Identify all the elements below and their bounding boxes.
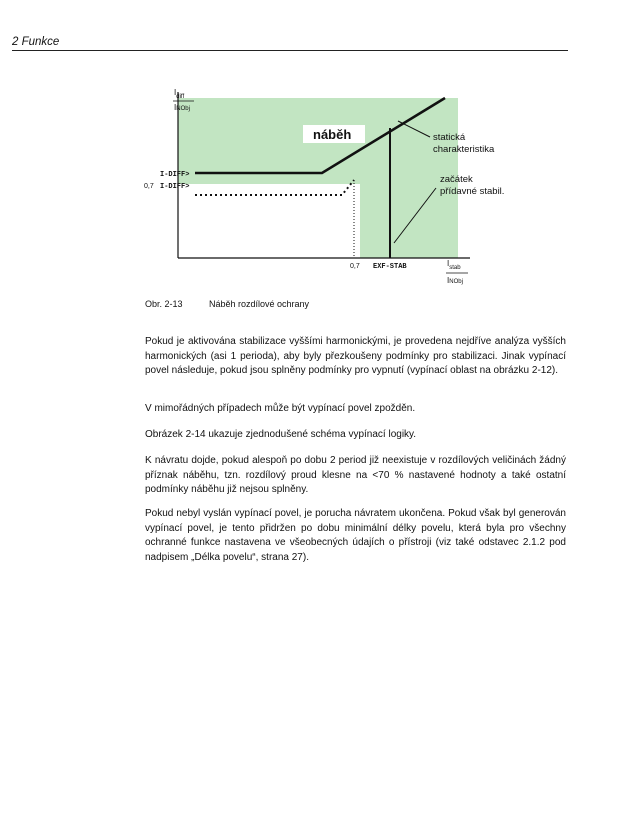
start-annotation-1: začátek: [440, 174, 473, 185]
start-annotation-2: přídavné stabil.: [440, 186, 505, 197]
paragraph: Obrázek 2-14 ukazuje zjednodušené schéma vypínací logiky.: [145, 429, 417, 440]
page-header: 2 Funkce: [12, 36, 60, 48]
paragraph: K návratu dojde, pokud alespoň po dobu 2 period již neexistuje v rozdílových veličinách žádný příznak náběhu, tzn. rozdílový proud klesne na <70 % nastavené hodnoty a také ostatní podmínky náběhu již nejsou splněny.: [145, 455, 566, 496]
figure-caption: Náběh rozdílové ochrany: [209, 299, 310, 309]
y-label-top: $I_{diff}$: [174, 88, 185, 100]
naben-label: náběh: [313, 127, 352, 142]
pickup-area: [178, 98, 458, 258]
figure-number: Obr. 2-13: [145, 299, 183, 309]
y-label-bottom: INObj: [174, 103, 190, 112]
tick-07-idiff: I-DIFF>: [160, 183, 190, 191]
paragraph: Pokud nebyl vyslán vypínací povel, je porucha návratem ukončena. Pokud však byl generován vypínací povel, je tento přidržen po dobu minimální délky povelu, která byla pro všechny ochranné funkce nastavena ve všeobecných údajích o přístroji (viz také odstavec 2.1.2 pod nadpisem „Délka povelu“, strana 27).: [145, 508, 566, 563]
pickup-diagram: [0, 0, 634, 300]
static-annotation-2: charakteristika: [433, 144, 495, 155]
tick-idiff: I-DIFF>: [160, 171, 190, 179]
static-annotation-1: statická: [433, 132, 466, 143]
tick-x-07: 0,7: [350, 263, 360, 270]
x-label-top: $I_{stab}$: [447, 259, 461, 271]
x-label-bottom: INObj: [447, 276, 463, 285]
paragraph: V mimořádných případech může být vypínací povel zpožděn.: [145, 403, 416, 414]
tick-07: 0,7: [144, 183, 154, 190]
paragraph: Pokud je aktivována stabilizace vyššími harmonickými, je provedena nejdříve analýza vyšších harmonických (asi 1 perioda), aby byly přezkoušeny podmínky pro stabilizaci. Jinak vypínací povel následuje, pokud jsou splněny podmínky pro vypnutí (vypínací oblast na obrázku 2-12).: [145, 336, 566, 377]
tick-exf-stab: EXF-STAB: [373, 263, 407, 271]
